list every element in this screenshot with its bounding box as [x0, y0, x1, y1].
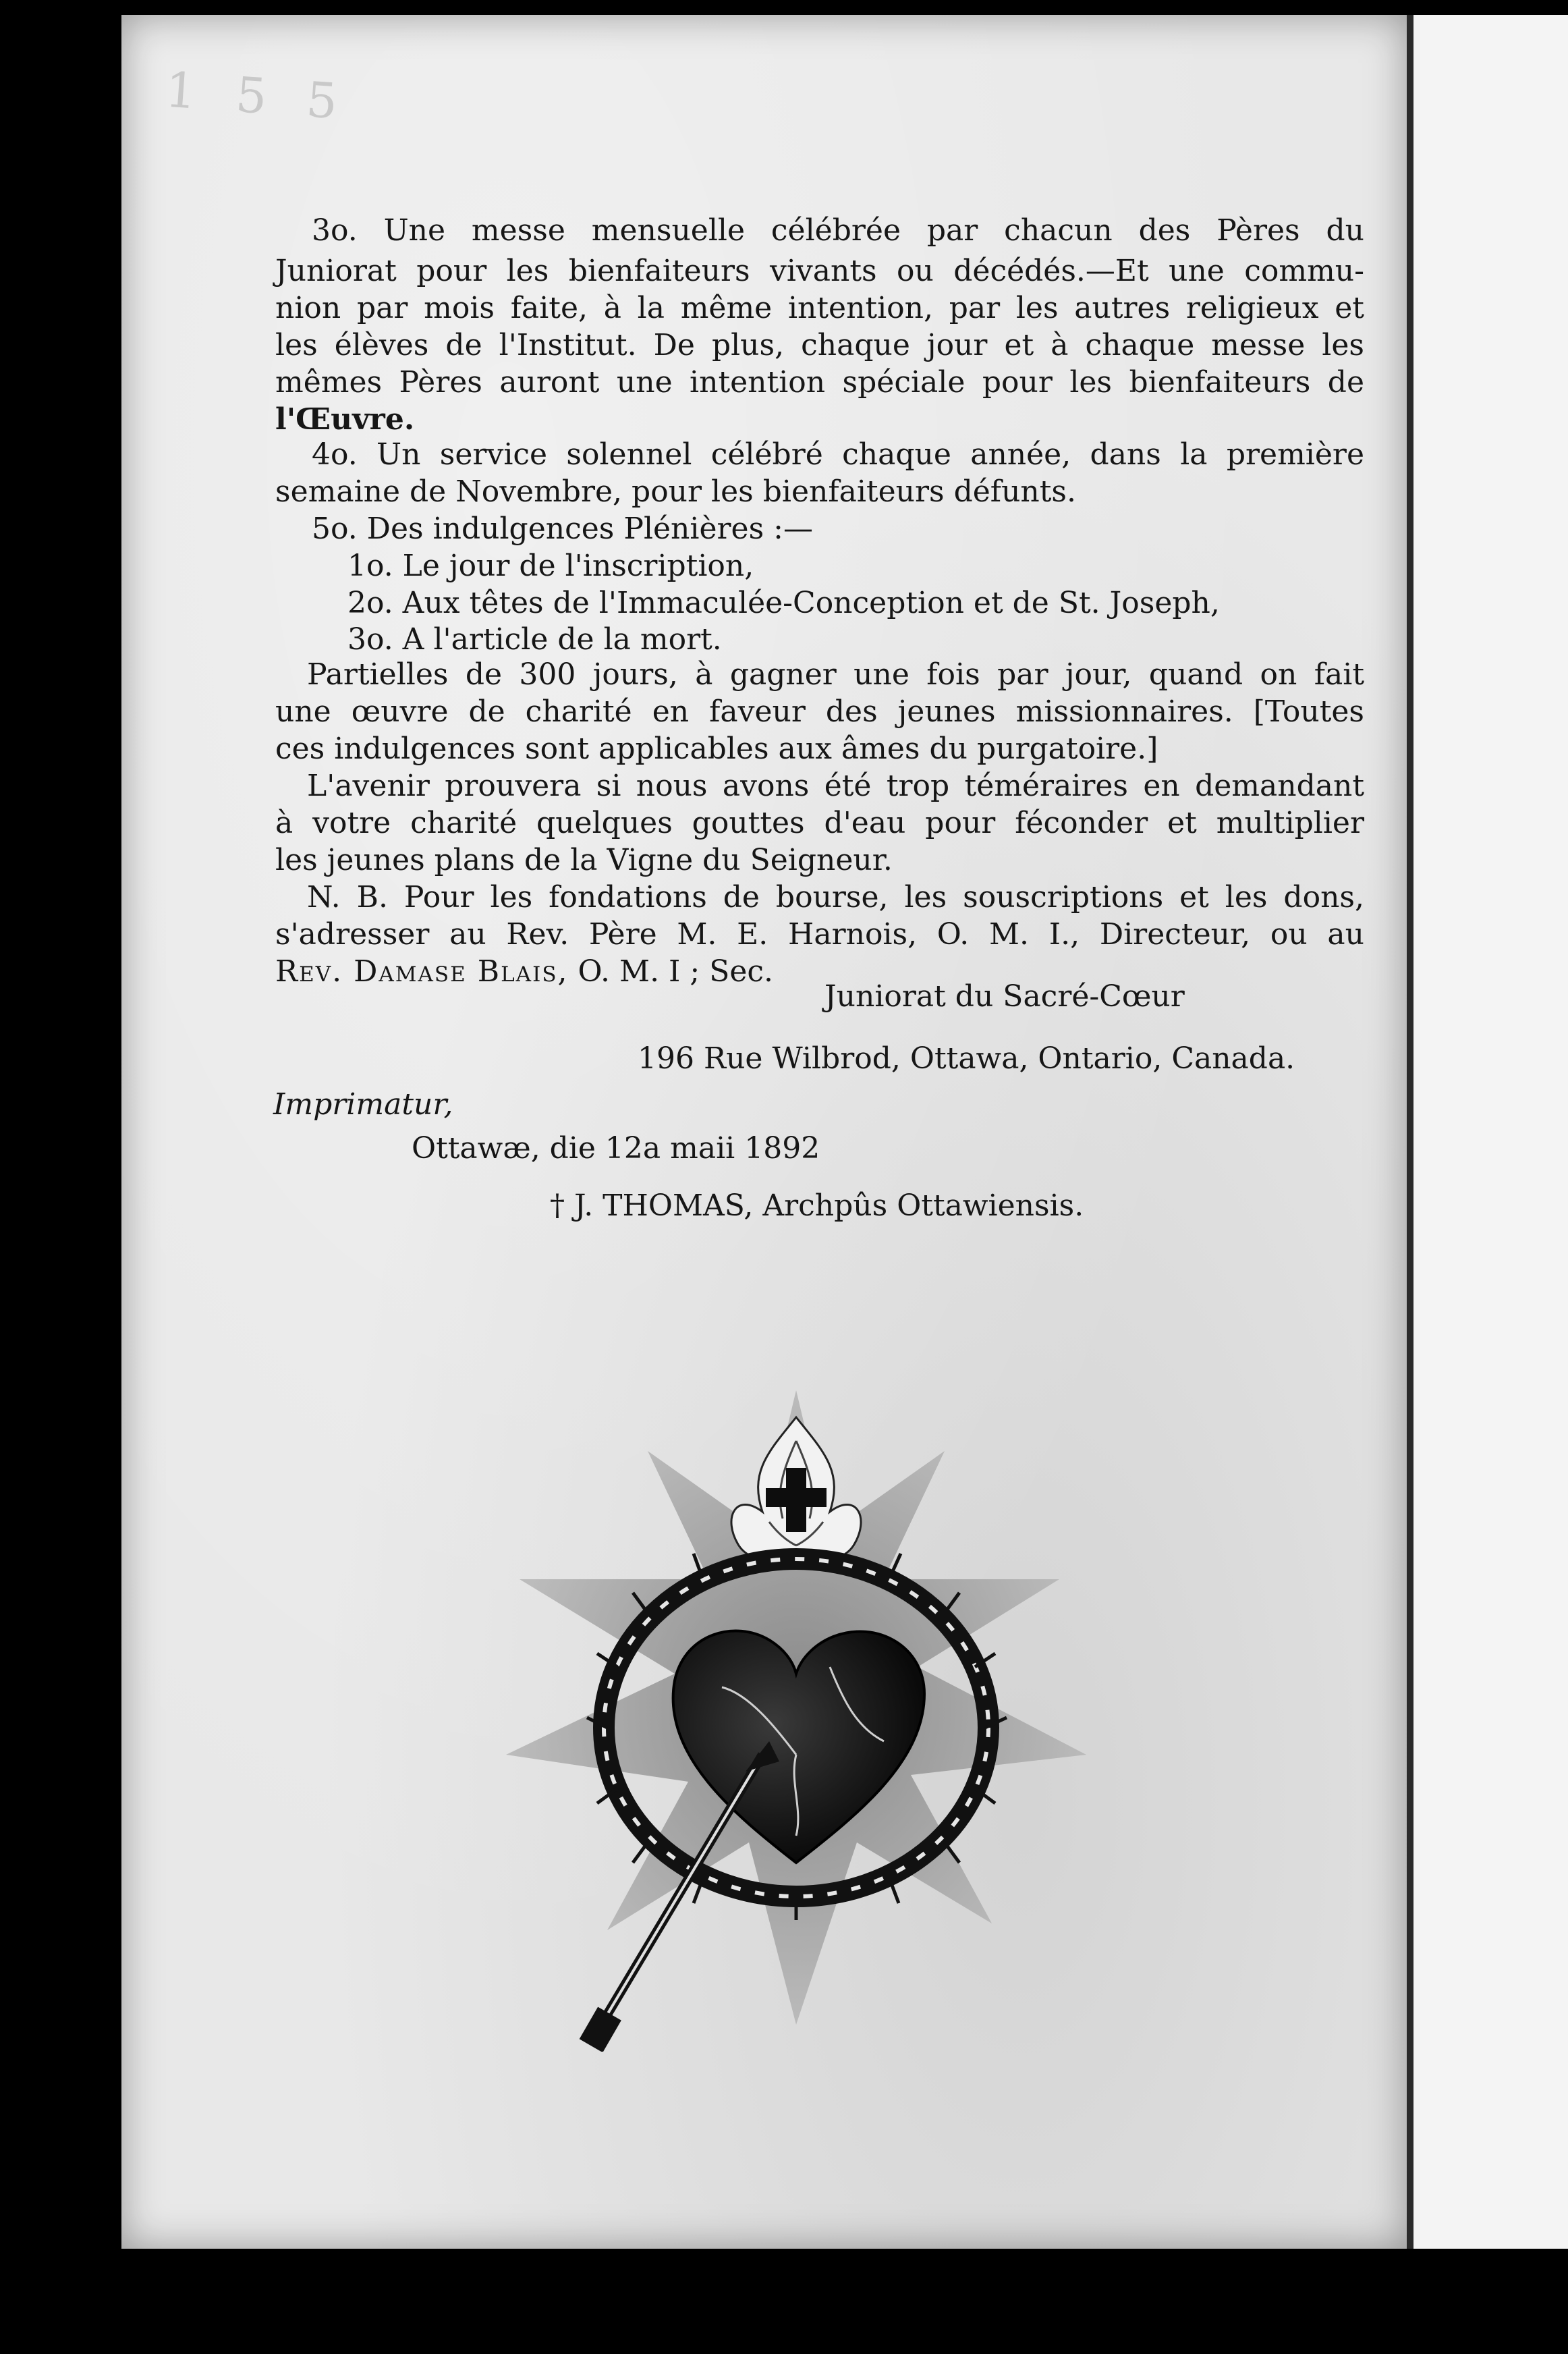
- partielles-line-3: ces indulgences sont applicables aux âmes du purgatoire.]: [275, 732, 1158, 766]
- avenir-line-3: les jeunes plans de la Vigne du Seigneur.: [275, 843, 893, 877]
- section3-line-1: 3o. Une messe mensuelle célébrée par chacun des Pères du: [312, 213, 1364, 248]
- section4-line-2: semaine de Novembre, pour les bienfaiteurs défunts.: [275, 474, 1076, 509]
- sacred-heart-emblem-icon: [479, 1377, 1113, 2052]
- nb-secretary-title: O. M. I ; Sec.: [578, 954, 774, 989]
- nb-line-3: [275, 954, 774, 989]
- imprimatur-label: Imprimatur,: [273, 1087, 453, 1122]
- section3-line-3: nion par mois faite, à la même intention, par les autres religieux et: [275, 291, 1364, 325]
- partielles-line-2: une œuvre de charité en faveur des jeunes missionnaires. [Toutes: [275, 694, 1364, 729]
- section5-item-3: 3o. A l'article de la mort.: [347, 622, 722, 657]
- imprimatur-signature: † J. THOMAS, Archpûs Ottawiensis.: [550, 1188, 1084, 1223]
- section5-heading: 5o. Des indulgences Plénières :—: [312, 512, 813, 546]
- partielles-line-1: Partielles de 300 jours, à gagner une fois par jour, quand on fait: [307, 657, 1364, 692]
- adjacent-page-edge: [1413, 15, 1568, 2249]
- avenir-line-2: à votre charité quelques gouttes d'eau pour féconder et multiplier: [275, 806, 1364, 840]
- section3-line-4: les élèves de l'Institut. De plus, chaque jour et à chaque messe les: [275, 328, 1364, 362]
- pencil-annotation: 1 5 5: [163, 61, 352, 131]
- page-gutter: [1407, 15, 1413, 2249]
- section5-item-2: 2o. Aux têtes de l'Immaculée-Conception et de St. Joseph,: [347, 586, 1220, 620]
- imprimatur-date: Ottawæ, die 12a maii 1892: [412, 1131, 820, 1166]
- nb-line-1: N. B. Pour les fondations de bourse, les souscriptions et les dons,: [307, 880, 1364, 914]
- section3-line-5: mêmes Pères auront une intention spéciale pour les bienfaiteurs de: [275, 365, 1364, 400]
- section3-line-2: Juniorat pour les bienfaiteurs vivants ou décédés.—Et une commu-: [275, 254, 1364, 288]
- nb-line-2: s'adresser au Rev. Père M. E. Harnois, O. M. I., Directeur, ou au: [275, 917, 1364, 952]
- section5-item-1: 1o. Le jour de l'inscription,: [347, 549, 754, 583]
- address-street: 196 Rue Wilbrod, Ottawa, Ontario, Canada.: [638, 1041, 1295, 1076]
- section4-line-1: 4o. Un service solennel célébré chaque année, dans la première: [312, 437, 1364, 472]
- section3-line-6: l'Œuvre.: [275, 402, 415, 437]
- address-institution: Juniorat du Sacré-Cœur: [824, 979, 1185, 1014]
- nb-secretary-name: Rev. Damase Blais,: [275, 954, 569, 989]
- avenir-line-1: L'avenir prouvera si nous avons été trop téméraires en demandant: [307, 769, 1364, 803]
